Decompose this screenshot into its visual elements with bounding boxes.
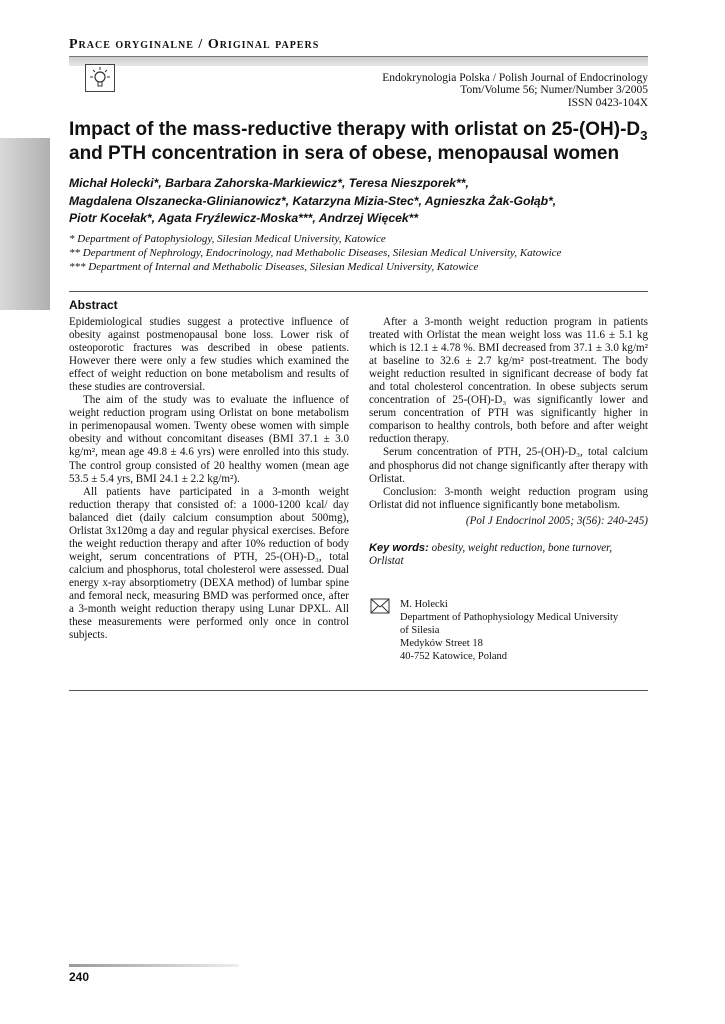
authors	[69, 175, 659, 228]
paragraph: Epidemiological studies suggest a protective influence of obesity against postmenopausal bone loss. Lower risk of osteoporotic fractures was described in obese patients. However there were only a few studies which examined the effect of weight reduction on bone metabolism and results of these studies are controversial.	[69, 316, 349, 394]
abstract-heading: Abstract	[69, 298, 118, 312]
journal-line-3: ISSN 0423-104X	[567, 96, 648, 109]
affiliation-1: * Department of Patophysiology, Silesian Medical University, Katowice	[69, 233, 386, 245]
journal-line-1: Endokrynologia Polska / Polish Journal of Endocrinology	[382, 72, 648, 84]
address-dept: Department of Pathophysiology Medical University	[400, 612, 619, 623]
lightbulb-icon	[85, 64, 115, 92]
article-title	[69, 118, 659, 166]
title-part-2: and PTH concentration in sera of obese, menopausal women	[69, 143, 620, 164]
affiliation-2: ** Department of Nephrology, Endocrinology, nad Methabolic Diseases, Silesian Medical University, Katowice	[69, 246, 562, 259]
footer-rule	[69, 964, 239, 967]
paragraph: All patients have participated in a 3-month weight reduction therapy that consisted of: a 1000-1200 kcal/ day balanced diet (daily calcium consumption about 500mg), Orlistat 3x120mg a day and regular physical exercises. Before the weight reduction therapy and after 10% reduction of body weight, serum concentrations of PTH, 25-(OH)-D₃, total calcium and phosphorus, total cholesterol were assessed. Dual energy x-ray absorptiometry (DEXA method) of lumbar spine and femoral neck, measuring BMD was performed once, after a 3-month weight reduction therapy using Lunar DPXL. All these measurements were performed only once in control subjects.	[69, 485, 349, 642]
paragraph: The aim of the study was to evaluate the influence of weight reduction program using Orlistat on bone metabolism in perimenopausal women. Twenty obese women with simple obesity and without concomitant diseases (BMI 37.1 ± 3.0 kg/m², mean age 49.8 ± 4.6 yrs) were enrolled into this study. The control group consisted of 20 healthy women (mean age 53.5 ± 5.4 yrs, BMI 24.1 ± 2.2 kg/m²).	[69, 394, 349, 485]
keywords	[369, 542, 648, 568]
affiliation-3: *** Department of Internal and Methabolic Diseases, Silesian Medical University, Katowice	[69, 260, 479, 273]
keywords-label: Key words:	[369, 541, 429, 554]
correspondence-address	[400, 598, 618, 663]
title-part-1: Impact of the mass-reductive therapy with orlistat on 25-(OH)-D	[69, 119, 641, 140]
journal-info	[382, 72, 648, 109]
authors-line-1: Michał Holecki*, Barbara Zahorska-Markiewicz*, Teresa Nieszporek**,	[69, 176, 469, 190]
page-number: 240	[69, 970, 90, 984]
address-dept-2: of Silesia	[400, 625, 440, 636]
abstract-left-column	[69, 316, 349, 642]
title-subscript: 3	[640, 127, 648, 143]
address-city: 40-752 Katowice, Poland	[400, 651, 508, 662]
paragraph: Serum concentration of PTH, 25-(OH)-D₃, total calcium and phosphorus did not change significantly after therapy with Orlistat.	[369, 446, 648, 485]
abstract-right-column	[369, 316, 648, 568]
authors-line-2: Magdalena Olszanecka-Glinianowicz*, Katarzyna Mizia-Stec*, Agnieszka Żak-Gołąb*,	[69, 193, 557, 208]
affiliations	[69, 233, 659, 274]
header-rule-band	[69, 57, 648, 66]
bottom-divider	[69, 690, 648, 691]
authors-line-3: Piotr Kocełak*, Agata Fryźlewicz-Moska***, Andrzej Więcek**	[69, 211, 419, 225]
address-name: M. Holecki	[400, 599, 448, 610]
side-tab-decoration	[0, 138, 50, 310]
journal-line-2: Tom/Volume 56; Numer/Number 3/2005	[460, 84, 648, 97]
citation: (Pol J Endocrinol 2005; 3(56): 240-245)	[465, 514, 648, 527]
paragraph: After a 3-month weight reduction program in patients treated with Orlistat the mean weight loss was 11.6 ± 5.1 kg which is 12.1 ± 4.78 %. BMI decreased from 37.1 ± 3.0 kg/m² at baseline to 32.6 ± 2.7 kg/m² post-treatment. The body weight reduction resulted in significant decrease of body fat and total cholesterol concentration. In obese subjects serum concentration of 25-(OH)-D₃ was significantly lower and serum concentration of PTH was significantly higher in comparison to healthy controls, both before and after weight reduction therapy.	[369, 316, 648, 446]
divider	[69, 291, 648, 292]
envelope-icon	[370, 598, 390, 614]
paragraph: Conclusion: 3-month weight reduction program using Orlistat did not influence significantly bone metabolism.	[369, 485, 648, 511]
keywords-text: obesity, weight reduction, bone turnover, Orlistat	[369, 541, 613, 567]
address-street: Medyków Street 18	[400, 638, 483, 649]
section-header: Prace oryginalne / Original papers	[69, 37, 320, 52]
